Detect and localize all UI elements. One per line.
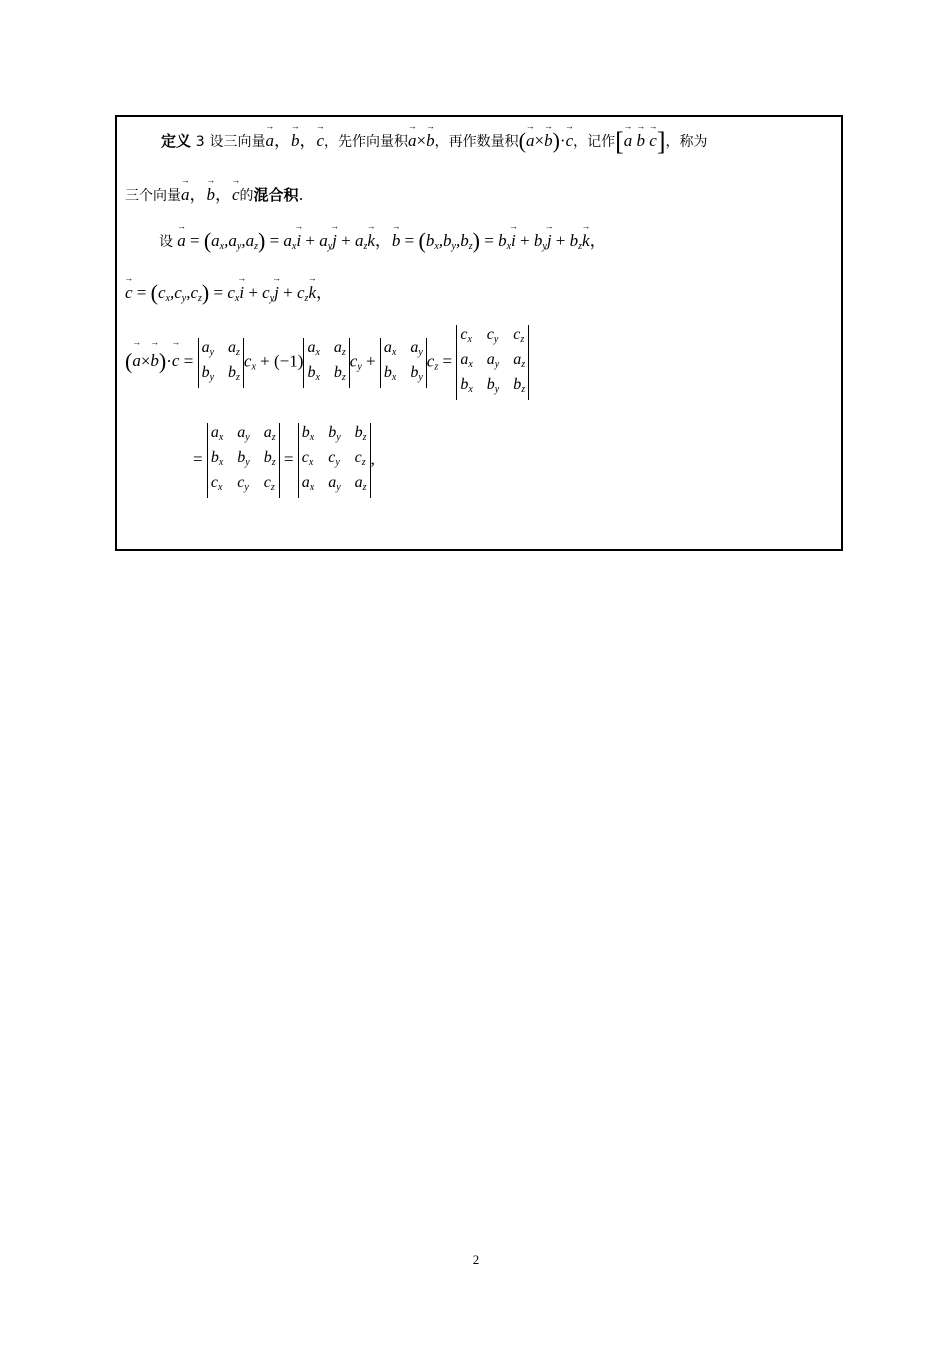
term-mixed-product: 混合积 xyxy=(253,186,299,204)
definition-number: 3 xyxy=(195,134,205,150)
definition-text-5: ，称为 xyxy=(665,134,708,150)
minor-determinant-z: $a_x$ $a_y$ $b_x$ $b_y$ xyxy=(380,338,427,388)
minor-determinant-y: $a_x$ $a_z$ $b_x$ $b_z$ xyxy=(303,338,349,388)
line2-suffix: 的 xyxy=(239,188,254,204)
setup-prefix: 设 xyxy=(159,234,173,250)
vector-a-b-components: 设 → $a = (a_x,a_y,a_z) = a_x\to i + a_y\to j + a_z\to k$，→ $b = (b_x,b_y,b_z) = b_x\to i + b_y\to j + b_z\to k$， xyxy=(159,231,607,257)
determinant-cab: $c_x$ $c_y$ $c_z$ $a_x$ $a_y$ $a_z$ $b_x$ $b_y$ $b_z$ xyxy=(456,325,529,400)
definition-text-1: 设三向量 xyxy=(209,134,266,150)
minor-determinant-x: $a_y$ $a_z$ $b_y$ $b_z$ xyxy=(198,338,244,388)
period: . xyxy=(298,186,304,204)
definition-text-2: ，先作向量积 xyxy=(324,134,409,150)
definition-line-2 xyxy=(125,185,303,206)
definition-text-3: ，再作数量积 xyxy=(434,134,519,150)
vectors-abc-2: → a，→ b，→ c xyxy=(181,185,240,204)
determinant-equalities: = $a_x$ $a_y$ $a_z$ $b_x$ $b_y$ $b_z$ $c_x$ $c_y$ $c_z$ = $b_x$ $b_y$ $b_z$ $c_x$ $c_y$ $c_z$ $a_x$ $a_y$ $a_z$ , xyxy=(193,423,375,498)
line2-prefix: 三个向量 xyxy=(125,188,181,204)
definition-label: 定义 xyxy=(161,132,192,150)
definition-box xyxy=(115,115,843,551)
cross-product-expr: → a×→ b xyxy=(408,131,435,150)
vectors-abc: → a，→ b，→ c xyxy=(266,131,325,150)
definition-text-4: ，记作 xyxy=(573,134,616,150)
determinant-bca: $b_x$ $b_y$ $b_z$ $c_x$ $c_y$ $c_z$ $a_x$ $a_y$ $a_z$ xyxy=(298,423,371,498)
vector-c-components: → $c = (c_x,c_y,c_z) = c_x\to i + c_y\to j + c_z\to k$， xyxy=(125,283,333,309)
determinant-abc: $a_x$ $a_y$ $a_z$ $b_x$ $b_y$ $b_z$ $c_x$ $c_y$ $c_z$ xyxy=(207,423,280,498)
mixed-product-expr: (→ a×→ b)·→ c xyxy=(519,131,573,150)
definition-line-1 xyxy=(161,127,708,156)
page-number: 2 xyxy=(472,1252,480,1267)
mixed-product-expansion: (→ a×→ b)·→ c = $a_y$ $a_z$ $b_y$ $b_z$ $c_x + (-1)$ $a_x$ $a_z$ $b_x$ $b_z$ $c_y$ + $a_x$ $a_y$ $b_x$ $b_y$ $c_z$ = $c_x$ $c_y$ $c_z$ $a_x$ $a_y$ $a_z$ $b_x$ $b_y$ $b_z$ xyxy=(125,325,529,400)
bracket-notation: [→ a → b → c] xyxy=(615,131,665,150)
